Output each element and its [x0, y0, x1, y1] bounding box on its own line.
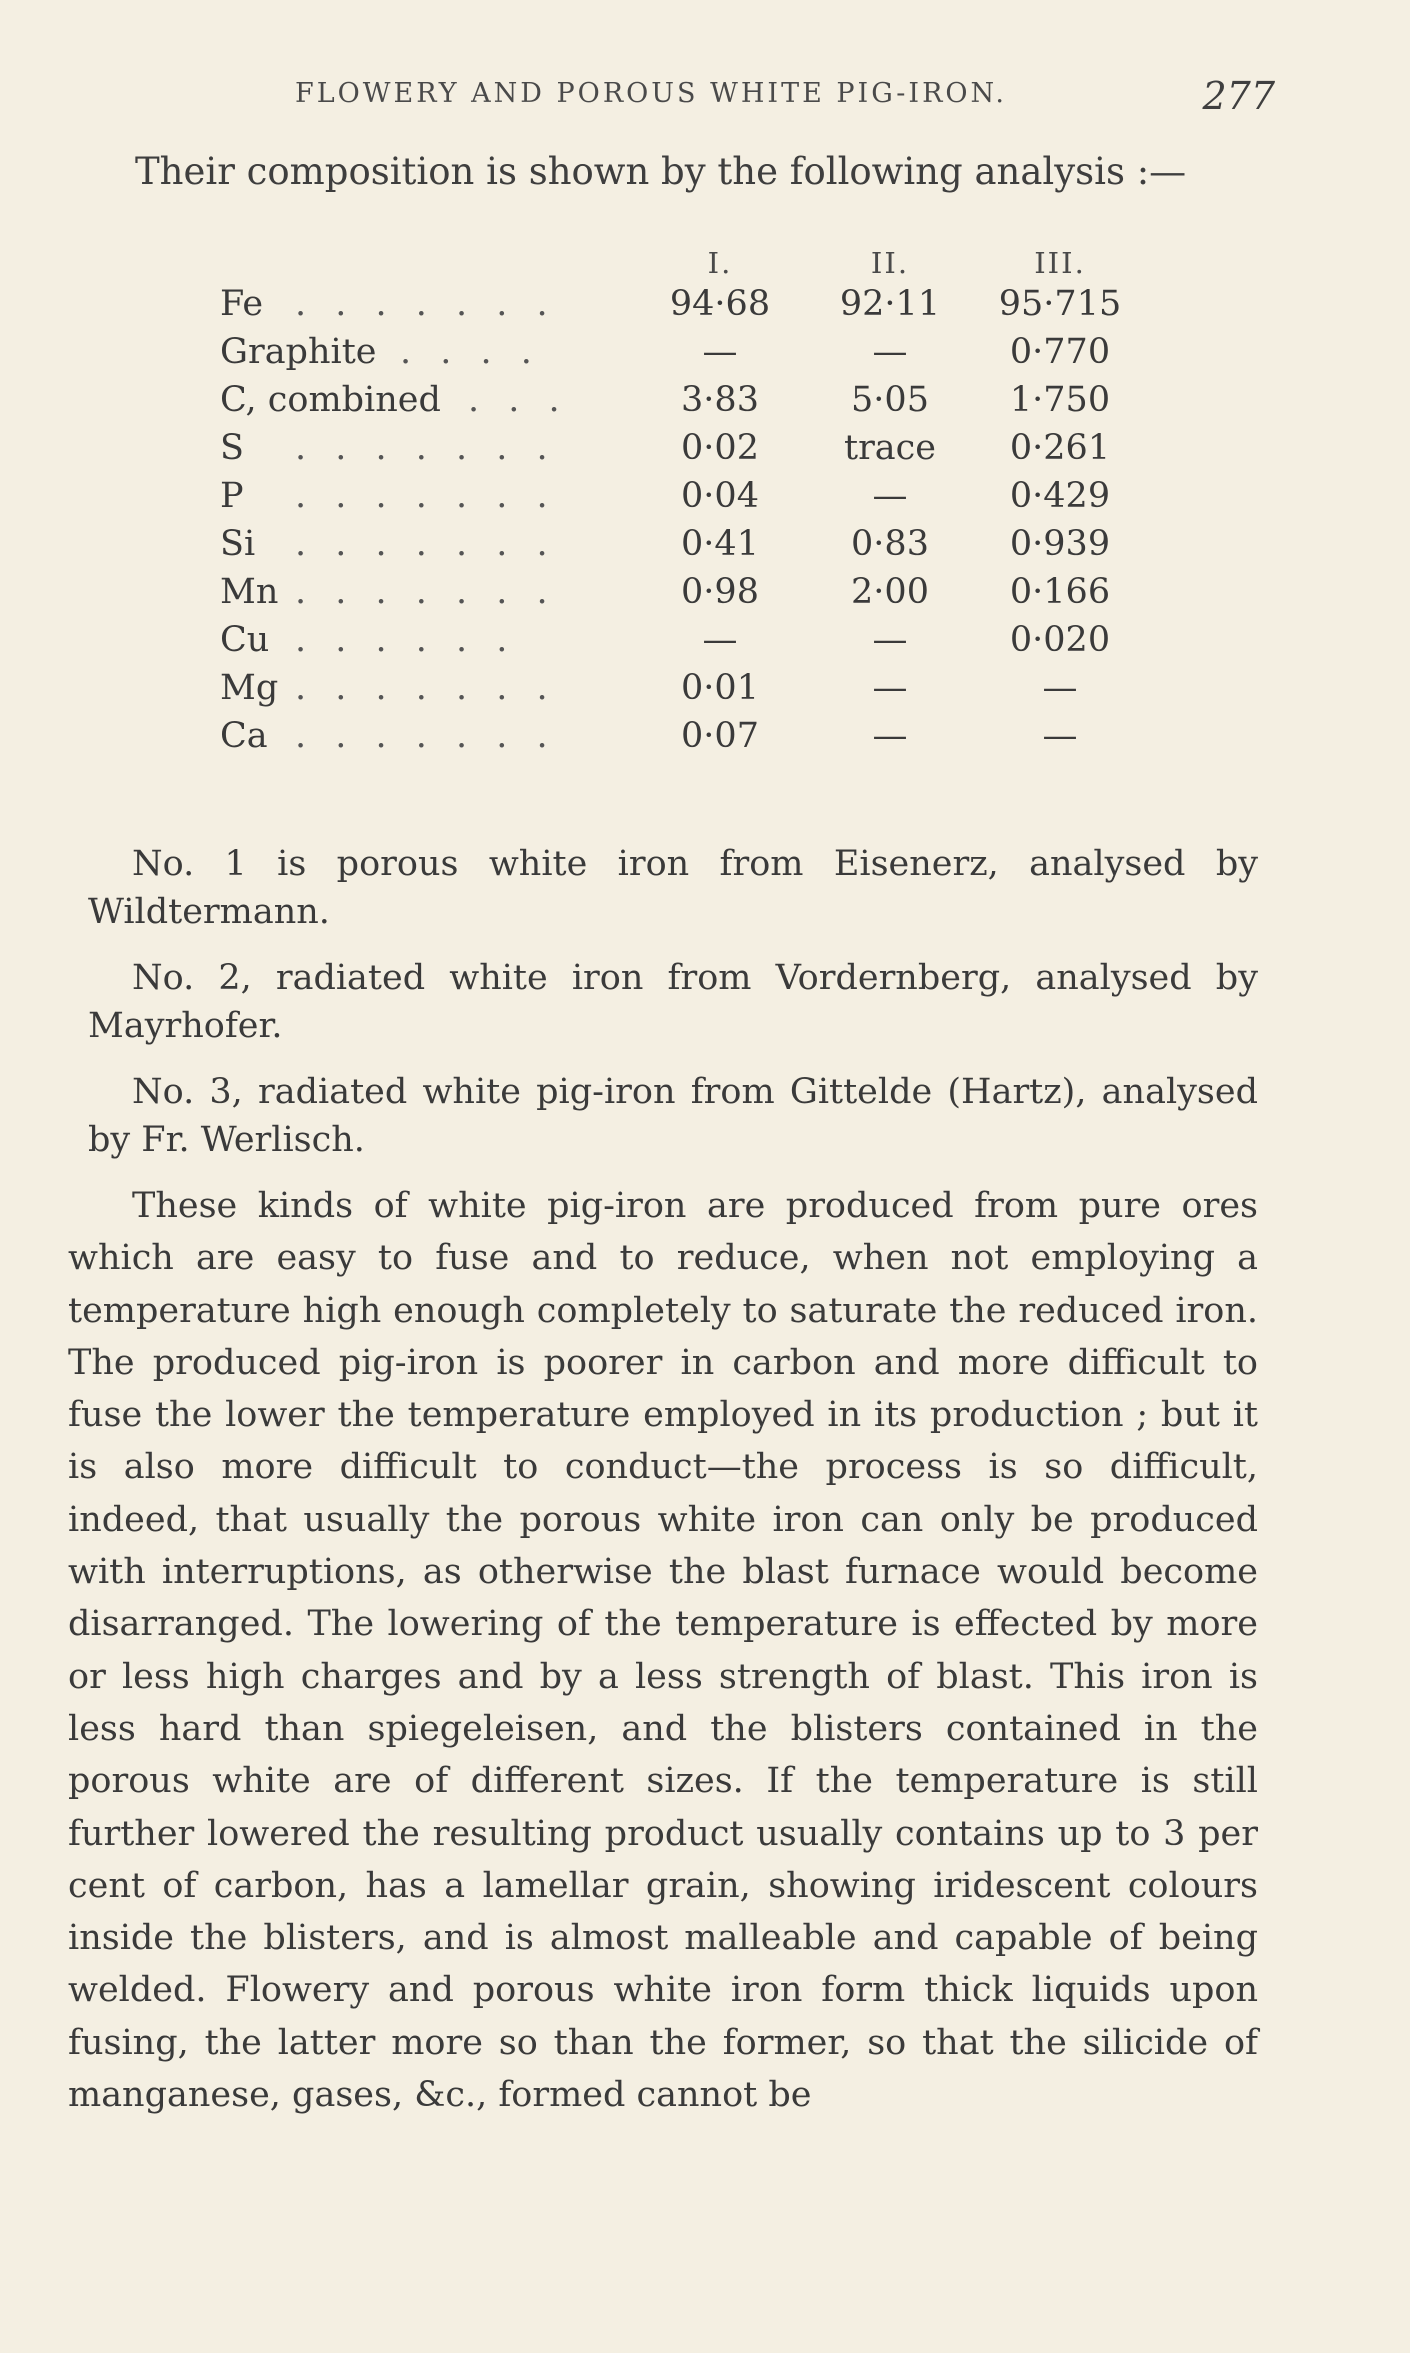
value-col-3: —: [1042, 716, 1078, 756]
table-row: [220, 284, 1160, 330]
value-col-1: —: [702, 332, 738, 372]
dot-leaders: . . .: [468, 380, 569, 420]
value-col-2: 0·83: [851, 524, 929, 564]
page-header: [295, 74, 1275, 128]
note-3: No. 3, radiated white pig-iron from Gittelde (Hartz), analysed by Fr. Werlisch.: [88, 1072, 1258, 1160]
value-col-1: 0·01: [681, 668, 759, 708]
dot-leaders: . . . . . . .: [295, 524, 557, 564]
element-label: Mn: [220, 572, 279, 612]
dot-leaders: . . . . . . .: [295, 428, 557, 468]
dot-leaders: . . . . . .: [295, 620, 517, 660]
element-label: Graphite: [220, 332, 377, 372]
value-col-3: 0·166: [1009, 572, 1111, 612]
dot-leaders: . . . . . . .: [295, 668, 557, 708]
table-row: [220, 668, 1160, 714]
table-row: [220, 572, 1160, 618]
dot-leaders: . . . . . . .: [295, 284, 557, 324]
page-number: 277: [1202, 74, 1275, 118]
dot-leaders: . . . .: [400, 332, 541, 372]
value-col-1: 0·04: [681, 476, 759, 516]
column-header-3: III.: [1034, 246, 1086, 280]
value-col-2: trace: [844, 428, 936, 468]
value-col-3: 0·939: [1009, 524, 1111, 564]
column-header-1: I.: [707, 246, 733, 280]
value-col-1: 0·41: [681, 524, 759, 564]
value-col-3: 0·770: [1009, 332, 1111, 372]
value-col-2: 5·05: [851, 380, 929, 420]
value-col-1: 0·02: [681, 428, 759, 468]
table-row: [220, 332, 1160, 378]
table-row: [220, 428, 1160, 474]
dot-leaders: . . . . . . .: [295, 572, 557, 612]
table-row: [220, 476, 1160, 522]
value-col-3: 0·261: [1009, 428, 1111, 468]
value-col-2: —: [872, 476, 908, 516]
element-label: Ca: [220, 716, 268, 756]
value-col-3: 95·715: [998, 284, 1122, 324]
intro-sentence: Their composition is shown by the following analysis :—: [135, 150, 1187, 193]
element-label: Fe: [220, 284, 264, 324]
value-col-1: —: [702, 620, 738, 660]
column-header-2: II.: [870, 246, 910, 280]
value-col-3: 0·429: [1009, 476, 1111, 516]
value-col-2: —: [872, 332, 908, 372]
table-row: [220, 524, 1160, 570]
value-col-1: 0·07: [681, 716, 759, 756]
running-head: FLOWERY AND POROUS WHITE PIG-IRON.: [295, 78, 1008, 109]
dot-leaders: . . . . . . .: [295, 476, 557, 516]
table-row: [220, 380, 1160, 426]
body-paragraph: These kinds of white pig-iron are produced from pure ores which are easy to fuse and to reduce, when not employing a temperature high enough completely to saturate the reduced iron. The produced pig-iron is poorer in carbon and more difficult to fuse the lower the temperature employed in its production ; but it is also more difficult to conduct—the process is so difficult, indeed, that usually the porous white iron can only be produced with interruptions, as otherwise the blast furnace would become disarranged. The lowering of the temperature is effected by more or less high charges and by a less strength of blast. This iron is less hard than spiegeleisen, and the blisters contained in the porous white are of different sizes. If the temperature is still further lowered the resulting product usually contains up to 3 per cent of carbon, has a lamellar grain, showing iridescent colours inside the blisters, and is almost malleable and capable of being welded. Flowery and porous white iron form thick liquids upon fusing, the latter more so than the former, so that the silicide of manganese, gases, &c., formed cannot be: [68, 1186, 1258, 2116]
value-col-1: 0·98: [681, 572, 759, 612]
value-col-3: —: [1042, 668, 1078, 708]
element-label: Mg: [220, 668, 279, 708]
value-col-2: —: [872, 668, 908, 708]
element-label: Si: [220, 524, 256, 564]
value-col-2: 2·00: [851, 572, 929, 612]
element-label: C, combined: [220, 380, 441, 420]
table-row: [220, 716, 1160, 762]
table-row: [220, 620, 1160, 666]
element-label: Cu: [220, 620, 270, 660]
dot-leaders: . . . . . . .: [295, 716, 557, 756]
note-1: No. 1 is porous white iron from Eisenerz, analysed by Wildtermann.: [88, 844, 1258, 932]
value-col-3: 1·750: [1009, 380, 1111, 420]
element-label: S: [220, 428, 244, 468]
note-2: No. 2, radiated white iron from Vordernberg, analysed by Mayrhofer.: [88, 958, 1258, 1046]
value-col-2: 92·11: [839, 284, 941, 324]
value-col-1: 3·83: [681, 380, 759, 420]
value-col-3: 0·020: [1009, 620, 1111, 660]
value-col-1: 94·68: [669, 284, 771, 324]
element-label: P: [220, 476, 244, 516]
value-col-2: —: [872, 620, 908, 660]
value-col-2: —: [872, 716, 908, 756]
